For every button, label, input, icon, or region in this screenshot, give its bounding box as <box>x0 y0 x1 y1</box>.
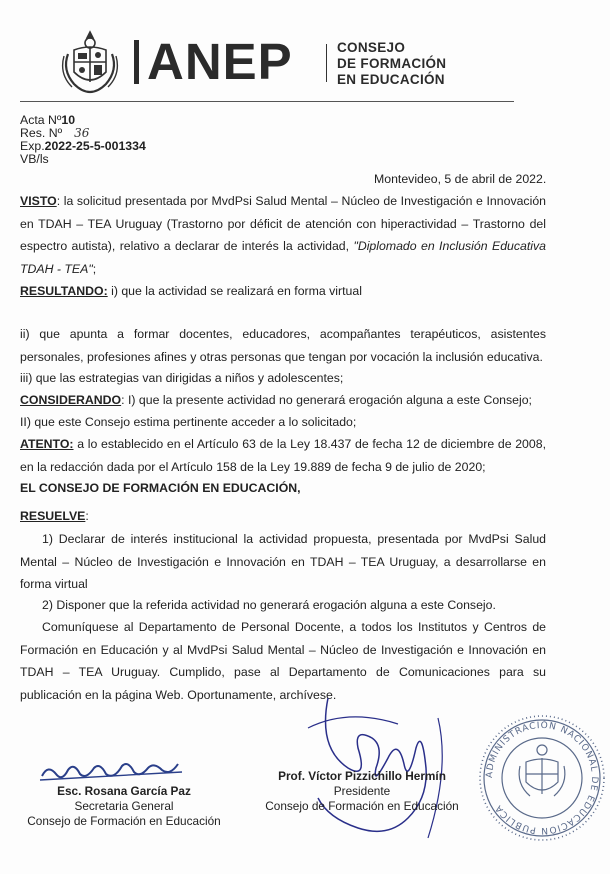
signer-right-org: Consejo de Formación en Educación <box>265 799 459 813</box>
atento-label: ATENTO: <box>20 437 74 451</box>
resultando-label: RESULTANDO: <box>20 284 108 298</box>
signature-right <box>262 769 462 814</box>
resuelve-item-3: Comuníquese al Departamento de Personal Docente, a todos los Institutos y Centros de Formación en Educación y al MvdPsi Salud Mental – Núcleo de Investigación e Innovación en TDAH – TEA Uruguay. Cumplido, pase al Departamento de Comunicaciones para su publicación en la página Web. Oportunamente, archívese. <box>20 620 546 702</box>
exp-number: 2022-25-5-001334 <box>44 139 146 153</box>
council-heading: EL CONSEJO DE FORMACIÓN EN EDUCACIÓN, <box>20 481 301 495</box>
signer-left-org: Consejo de Formación en Educación <box>27 814 221 828</box>
resultando-i-text: i) que la actividad se realizará en forma virtual <box>107 284 362 298</box>
signer-right-role: Presidente <box>333 784 391 798</box>
acta-label: Acta Nº <box>20 113 62 127</box>
atento-paragraph <box>20 433 546 478</box>
considerando-ii: II) que este Consejo estima pertinente acceder a lo solicitado; <box>20 415 357 429</box>
coat-of-arms-icon <box>60 26 120 98</box>
visto-label: VISTO <box>20 194 57 208</box>
considerando-i <box>20 389 546 412</box>
signer-left-role: Secretaria General <box>74 799 174 813</box>
atento-text: a lo establecido en el Artículo 63 de la Ley 18.437 de fecha 12 de diciembre de 2008, en la redacción dada por el Artículo 158 de la Ley 19.889 de fecha 9 de julio de 2020; <box>20 437 546 474</box>
acta-number: 10 <box>61 113 76 127</box>
exp-label: Exp. <box>20 139 45 153</box>
official-stamp <box>476 712 608 844</box>
signer-right-name: Prof. Víctor Pizzichillo Hermín <box>278 769 446 783</box>
res-number: 36 <box>74 126 90 140</box>
visto-paragraph <box>20 190 546 280</box>
resuelve-item-1: 1) Declarar de interés institucional la actividad propuesta, presentada por MvdPsi Salud Mental – Núcleo de Investigación e Innovación en TDAH – TEA Uruguay, a desarrollarse en forma virtual <box>20 532 546 591</box>
signature-left-scribble <box>36 754 186 788</box>
logo-org-name <box>337 40 446 88</box>
logo-bar <box>134 40 139 84</box>
document-date: Montevideo, 5 de abril de 2022. <box>374 172 547 186</box>
resultando-i <box>20 280 546 303</box>
considerando-label: CONSIDERANDO <box>20 393 122 407</box>
resultando-iii: iii) que las estrategias van dirigidas a niños y adolescentes; <box>20 371 344 385</box>
res-label: Res. Nº <box>20 126 63 140</box>
org-line-2: DE FORMACIÓN <box>337 56 447 71</box>
org-line-1: CONSEJO <box>337 40 406 55</box>
resuelve-label: RESUELVE <box>20 509 86 523</box>
resultando-ii: ii) que apunta a formar docentes, educadores, acompañantes terapéuticos, asistentes personales, profesiones afines y otras personas que tengan por vocación la inclusión educativa. <box>20 327 546 364</box>
resuelve-item-2: 2) Disponer que la referida actividad no generará erogación alguna a este Consejo. <box>42 598 496 612</box>
logo-brand: ANEP <box>147 33 293 90</box>
visto-activity: "Diplomado en Inclusión Educativa TDAH - TEA" <box>20 239 546 276</box>
document-meta <box>20 114 146 166</box>
signature-right-scribble <box>288 688 458 848</box>
resuelve-colon: : <box>85 509 89 523</box>
resuelve-heading <box>20 505 546 528</box>
signature-left <box>10 784 238 829</box>
initials: VB/ls <box>20 152 49 166</box>
logo-divider <box>326 44 327 82</box>
stamp-text: ADMINISTRACIÓN NACIONAL DE EDUCACIÓN PÚBLICA <box>484 720 600 836</box>
org-line-3: EN EDUCACIÓN <box>337 72 445 87</box>
header-rule <box>20 101 514 102</box>
visto-tail: ; <box>92 261 97 276</box>
visto-text: : la solicitud presentada por MvdPsi Salud Mental – Núcleo de Investigación e Innovación en TDAH – TEA Uruguay (Trastorno por déficit de atención con hiperactividad – Trastorno del espectro autista), relativo a declarar de interés la actividad, <box>20 194 546 253</box>
signer-left-name: Esc. Rosana García Paz <box>57 784 191 798</box>
considerando-i-text: : I) que la presente actividad no generará erogación alguna a este Consejo; <box>121 393 532 407</box>
